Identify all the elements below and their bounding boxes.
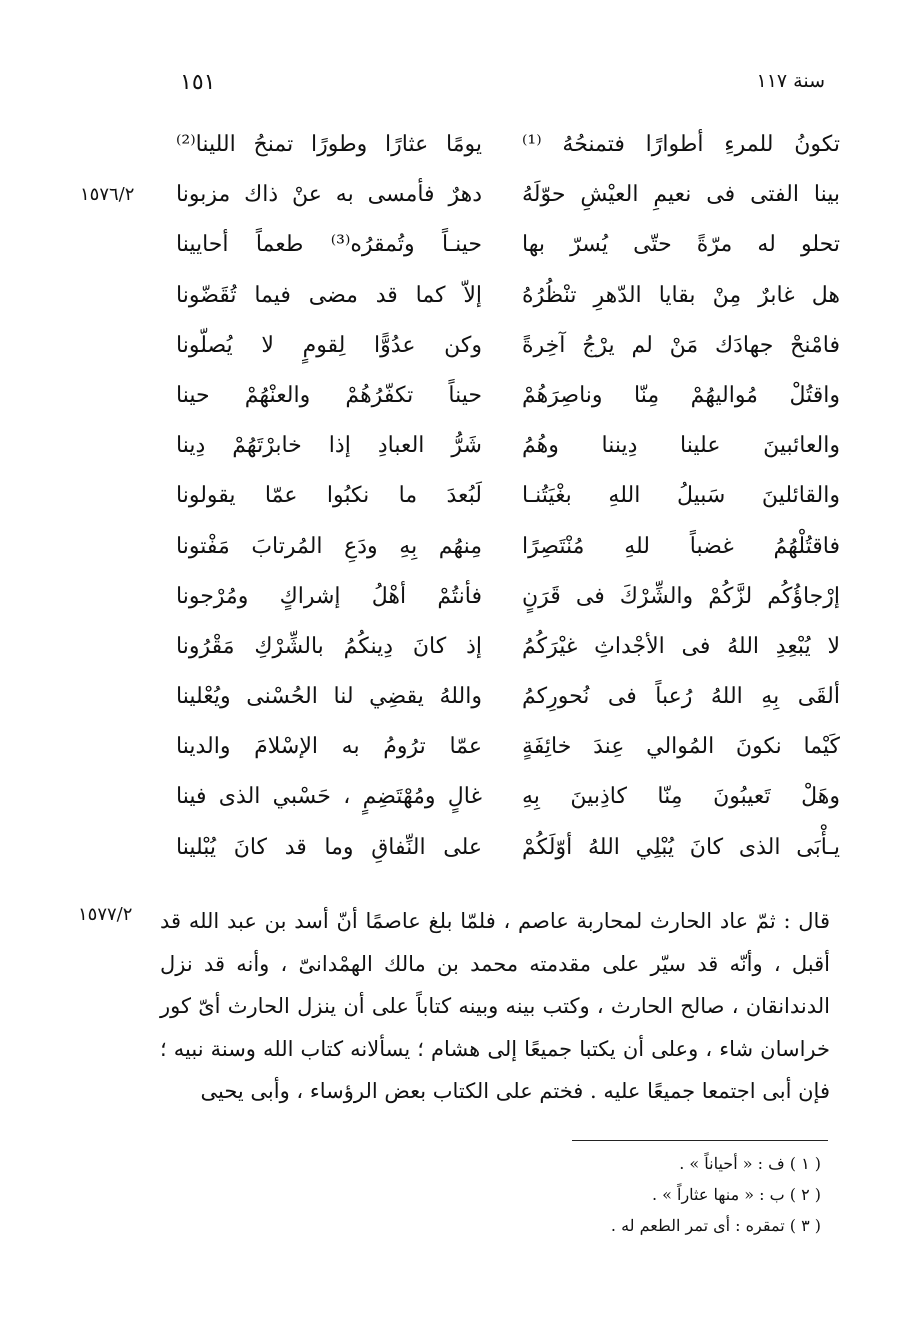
verse-second-hemistich: فأنتُمْ أهْلُ إشراكٍ ومُرْجونا [176,583,482,609]
year-label: سنة ١١٧ [756,70,825,92]
verse-first-hemistich: لا يُبْعِدِ اللهُ فى الأجْداثِ غيْرَكُمُ [522,633,840,659]
verse-first-hemistich: ألقَى بِهِ اللهُ رُعباً فى نُحورِكمُ [522,684,840,710]
verse-first-hemistich: فامْنحْ جهادَك مَنْ لم يرْجُ آخِرةً [522,332,840,358]
verse-first-hemistich: يـأْبَى الذى كانَ يُبْلِي اللهُ أوّلَكُمْ [522,834,840,860]
verse-second-hemistich: حينـاً وتُمقرُه⁽³⁾ طعماً أحايينا [176,232,482,258]
footnotes [461,1148,821,1241]
verse-second-hemistich: إذ كانَ دِينكُمُ بالشِّرْكِ مَقْرُونا [176,633,482,659]
verse-line [160,678,840,728]
verse-first-hemistich: تكونُ للمرءِ أطوارًا فتمنحُهُ ⁽¹⁾ [522,132,840,157]
verse-line [160,477,840,527]
page-number: ١٥١ [180,70,216,95]
verse-line [160,277,840,327]
poem [80,126,840,879]
verse-second-hemistich: واللهُ يقضِي لنا الحُسْنى ويُعْلينا [176,684,482,710]
verse-line [160,728,840,778]
verse-second-hemistich: حيناً تكفّرُهُمْ والعنْهُمْ حينا [176,382,482,408]
verse-second-hemistich: دهرٌ فأمسى به عنْ ذاك مزبونا [176,182,482,208]
margin-reference: ١٥٧٦/٢ [80,184,135,206]
verse-second-hemistich: وكن عدُوًّا لِقومٍ لا يُصلّونا [176,332,482,358]
verse-second-hemistich: إلاّ كما قد مضى فيما تُقَضّونا [176,282,482,308]
verse-line [160,427,840,477]
verse-line [160,126,840,176]
verse-line [160,578,840,628]
verse-second-hemistich: مِنهُم بِهِ ودَعِ المُرتابَ مَفْتونا [176,533,482,559]
prose-text: قال : ثمّ عاد الحارث لمحاربة عاصم ، فلمّا بلغ عاصمًا أنّ أسد بن عبد الله قد أقبل ، وأنّه قد سيّر على مقدمته محمد بن مالك الهمْدانىّ ، وأنه قد نزل الدندانقان ، صالح الحارث ، وكتب بينه وبينه كتاباً على أن ينزل الحارث أىّ كور خراسان شاء ، وعلى أن يكتبا جميعًا إلى هشام ؛ يسألانه كتاب الله وسنة نبيه ؛ فإن أبى اجتمعا جميعًا عليه . فختم على الكتاب بعض الرؤساء ، وأبى يحيى [160,909,830,1104]
footnote: ( ١ ) ف : « أحياناً » . [679,1154,821,1173]
verse-line [160,628,840,678]
verse-line [160,778,840,828]
footnote-rule [572,1140,828,1141]
verse-second-hemistich: غالٍ ومُهْتَضِمٍ ، حَسْبي الذى فينا [176,784,482,810]
verse-line [160,377,840,427]
verse-line [160,327,840,377]
verse-second-hemistich: لَبُعدَ ما نكبُوا عمّا يقولونا [176,483,482,509]
margin-reference: ١٥٧٧/٢ [78,904,133,925]
verse-first-hemistich: إرْجاؤُكُم لزَّكُمْ والشِّرْكَ فى قَرَنٍ [522,583,840,609]
verse-first-hemistich: تحلو له مرّةً حتّى يُسرّ بها [522,232,840,258]
verse-first-hemistich: هل غابرٌ مِنْ بقايا الدّهرِ تنْظُرُهُ [522,282,840,308]
verse-line [160,226,840,276]
verse-first-hemistich: والقائلينَ سَبيلُ اللهِ بغْيَتُنـا [522,483,840,509]
verse-first-hemistich: وهَلْ تَعيبُونَ مِنّا كاذِبينَ بِهِ [522,784,840,810]
prose-paragraph [160,900,830,1113]
footnote: ( ٣ ) تمقره : أى تمر الطعم له . [610,1216,821,1235]
verse-second-hemistich: شَرُّ العبادِ إذا خابرْتَهُمْ دِينا [176,433,482,459]
verse-second-hemistich: يومًا عثارًا وطورًا تمنحُ اللينا⁽²⁾ [176,132,482,157]
verse-first-hemistich: بينا الفتى فى نعيمِ العيْشِ حوّلَهُ [522,182,840,208]
verse-first-hemistich: كَيْما نكونَ المُوالي عِندَ خائِفَةٍ [522,734,840,760]
verse-first-hemistich: فاقتُلْهُمُ غضباً للهِ مُنْتَصِرًا [522,533,840,559]
verse-first-hemistich: والعائبينَ علينا دِيننا وهُمُ [522,433,840,459]
verse-line [80,176,840,226]
footnote: ( ٢ ) ب : « منها عثاراً » . [651,1185,821,1204]
verse-second-hemistich: على النِّفاقِ وما قد كانَ يُبْلينا [176,834,482,860]
verse-line [160,528,840,578]
verse-first-hemistich: واقتُلْ مُواليهُمْ مِنّا وناصِرَهُمْ [522,382,840,408]
verse-line [160,829,840,879]
verse-second-hemistich: عمّا ترُومُ به الإسْلامَ والدينا [176,734,482,760]
